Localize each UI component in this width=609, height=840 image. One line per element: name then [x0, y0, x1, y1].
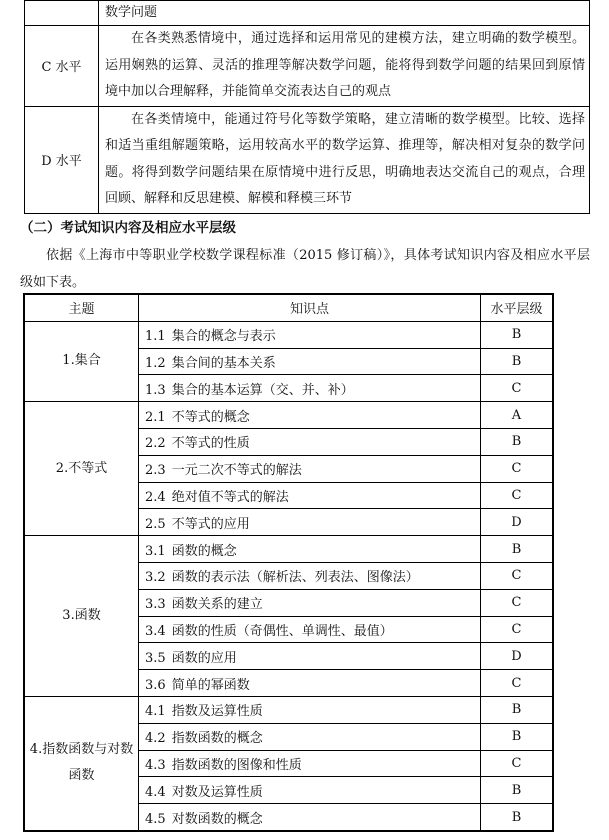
level-description: 在各类熟悉情境中，通过选择和运用常见的建模方法，建立明确的数学模型。运用娴熟的运算、灵活的推理等解决数学问题，能将得到数学问题的结果回到原情境中加以合理解释，并能简单交流表达自己的观点 — [99, 26, 590, 107]
knowledge-point-cell — [139, 696, 481, 723]
point-number: 3.6 — [145, 677, 166, 693]
topic-cell: 1.集合 — [25, 321, 139, 401]
level-cell: B — [481, 348, 553, 375]
header-topic: 主题 — [25, 295, 139, 322]
point-text: 对数及运算性质 — [171, 784, 263, 800]
level-cell: B — [481, 777, 553, 804]
point-text: 函数的应用 — [171, 650, 237, 666]
level-label: C 水平 — [25, 26, 99, 107]
point-text: 函数的性质（奇偶性、单调性、最值） — [171, 623, 393, 639]
point-text: 不等式的概念 — [171, 409, 250, 425]
point-text: 集合间的基本关系 — [171, 355, 276, 371]
knowledge-point-cell — [139, 482, 481, 509]
point-text: 函数的概念 — [171, 543, 237, 559]
point-number: 3.1 — [145, 543, 166, 559]
level-cell: B — [481, 696, 553, 723]
level-cell: D — [481, 509, 553, 536]
point-text: 指数及运算性质 — [171, 704, 263, 720]
level-cell: C — [481, 616, 553, 643]
knowledge-point-cell — [139, 375, 481, 402]
knowledge-point-cell — [139, 562, 481, 589]
knowledge-table-body — [25, 321, 553, 830]
knowledge-point-cell — [139, 589, 481, 616]
knowledge-point-cell — [139, 455, 481, 482]
point-number: 3.4 — [145, 623, 166, 639]
point-number: 2.5 — [145, 516, 166, 532]
section-heading: （二）考试知识内容及相应水平层级 — [20, 220, 236, 236]
point-number: 2.2 — [145, 436, 166, 452]
level-label — [25, 1, 99, 26]
point-number: 4.3 — [145, 757, 166, 773]
level-cell: B — [481, 428, 553, 455]
table-header-row — [25, 295, 553, 322]
point-text: 函数关系的建立 — [171, 597, 263, 613]
topic-cell: 4.指数函数与对数函数 — [25, 696, 139, 830]
knowledge-point-cell — [139, 536, 481, 563]
level-cell: C — [481, 455, 553, 482]
knowledge-point-cell — [139, 777, 481, 804]
point-text: 绝对值不等式的解法 — [171, 489, 289, 505]
table-row — [25, 402, 553, 429]
point-text: 不等式的应用 — [171, 516, 250, 532]
table-row — [25, 696, 553, 723]
intro-paragraph: 依据《上海市中等职业学校数学课程标准（2015 修订稿）》，具体考试知识内容及相应水平层级如下表。 — [20, 248, 590, 290]
level-description: 数学问题 — [99, 1, 590, 26]
point-text: 指数函数的图像和性质 — [171, 757, 302, 773]
level-cell: D — [481, 643, 553, 670]
point-number: 4.1 — [145, 704, 166, 720]
level-cell: C — [481, 750, 553, 777]
topic-cell: 2.不等式 — [25, 402, 139, 536]
knowledge-point-cell — [139, 723, 481, 750]
topic-cell: 3.函数 — [25, 536, 139, 697]
level-cell: B — [481, 723, 553, 750]
point-number: 3.5 — [145, 650, 166, 666]
point-number: 2.3 — [145, 463, 166, 479]
point-text: 集合的概念与表示 — [171, 329, 276, 345]
point-text: 简单的幂函数 — [171, 677, 250, 693]
level-label: D 水平 — [25, 106, 99, 213]
level-cell: B — [481, 804, 553, 831]
level-cell: C — [481, 375, 553, 402]
point-number: 1.1 — [145, 329, 166, 345]
knowledge-point-cell — [139, 670, 481, 697]
level-cell: C — [481, 562, 553, 589]
knowledge-point-cell — [139, 428, 481, 455]
level-cell: C — [481, 482, 553, 509]
level-cell: C — [481, 589, 553, 616]
knowledge-point-cell — [139, 804, 481, 831]
levels-row-d — [25, 106, 590, 213]
point-number: 1.2 — [145, 355, 166, 371]
levels-table — [24, 0, 590, 214]
levels-row-c — [25, 26, 590, 107]
point-number: 3.3 — [145, 597, 166, 613]
point-number: 4.4 — [145, 784, 166, 800]
point-text: 一元二次不等式的解法 — [171, 463, 302, 479]
header-point: 知识点 — [139, 295, 481, 322]
knowledge-table — [24, 294, 553, 831]
knowledge-point-cell — [139, 643, 481, 670]
knowledge-point-cell — [139, 321, 481, 348]
point-number: 4.2 — [145, 731, 166, 747]
levels-row-continued — [25, 1, 590, 26]
point-number: 2.1 — [145, 409, 166, 425]
point-number: 2.4 — [145, 489, 166, 505]
knowledge-point-cell — [139, 509, 481, 536]
point-text: 集合的基本运算（交、并、补） — [171, 382, 354, 398]
point-text: 对数函数的概念 — [171, 811, 263, 827]
level-cell: B — [481, 321, 553, 348]
knowledge-point-cell — [139, 616, 481, 643]
knowledge-point-cell — [139, 348, 481, 375]
table-row — [25, 321, 553, 348]
header-level: 水平层级 — [481, 295, 553, 322]
point-text: 指数函数的概念 — [171, 731, 263, 747]
point-number: 1.3 — [145, 382, 166, 398]
level-description: 在各类情境中，能通过符号化等数学策略，建立清晰的数学模型。比较、选择和适当重组解题策略，运用较高水平的数学运算、推理等，解决相对复杂的数学问题。将得到数学问题结果在原情境中进行反思，明确地表达交流自己的观点，合理回顾、解释和反思建模、解模和释模三环节 — [99, 106, 590, 213]
table-row — [25, 536, 553, 563]
level-cell: C — [481, 670, 553, 697]
point-text: 不等式的性质 — [171, 436, 250, 452]
point-number: 3.2 — [145, 570, 166, 586]
point-number: 4.5 — [145, 811, 166, 827]
level-cell: B — [481, 536, 553, 563]
level-cell: A — [481, 402, 553, 429]
levels-table-body — [25, 1, 590, 214]
knowledge-point-cell — [139, 402, 481, 429]
point-text: 函数的表示法（解析法、列表法、图像法） — [171, 570, 419, 586]
knowledge-point-cell — [139, 750, 481, 777]
